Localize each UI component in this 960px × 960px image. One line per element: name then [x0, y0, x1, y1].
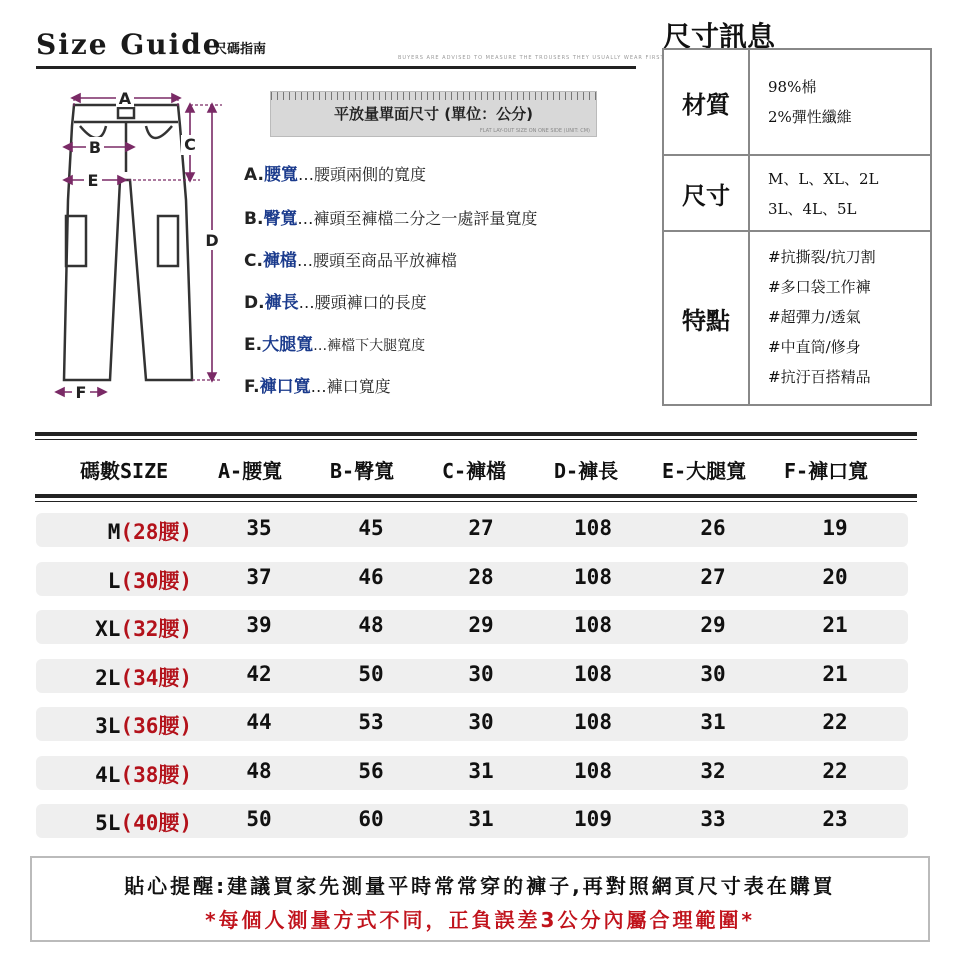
size-code: 2L: [95, 665, 121, 690]
info-value: #抗汙百搭精品: [768, 368, 871, 386]
size-code: M: [107, 520, 121, 544]
table-cell: 48: [246, 758, 272, 783]
info-row-features: [664, 232, 930, 404]
reminder-line-2: *每個人測量方式不同，正負誤差3公分內屬合理範圍*: [205, 908, 755, 932]
table-cell: 45: [358, 516, 384, 540]
reminder-line-1: 貼心提醒:建議買家先測量平時常常穿的褲子,再對照網頁尺寸表在購買: [124, 874, 836, 898]
table-cell: 31: [468, 758, 494, 783]
def-term: 大腿寬: [262, 335, 314, 355]
def-desc: …褲檔下大腿寬度: [313, 338, 426, 354]
table-cell: 27: [700, 564, 726, 589]
info-title: 尺寸訊息: [663, 20, 776, 53]
table-cell: 44: [246, 710, 272, 734]
table-cell: 32: [700, 758, 726, 783]
ruler-banner: [270, 91, 597, 137]
column-header-d: D-褲長: [554, 459, 619, 483]
measure-note: BUYERS ARE ADVISED TO MEASURE THE TROUSERS THEY USUALLY WEAR FIRST: [398, 55, 665, 61]
table-cell: 56: [358, 758, 384, 783]
label-f: F: [75, 383, 87, 402]
reminder-box: [30, 856, 930, 942]
size-label: [32, 516, 192, 546]
size-code: XL: [95, 617, 121, 641]
column-header-size: 碼數SIZE: [80, 459, 169, 483]
def-letter: B.: [244, 209, 264, 229]
info-row-material: [664, 50, 930, 156]
header-divider: [36, 66, 636, 69]
info-value: #超彈力/透氣: [768, 308, 861, 326]
def-letter: E.: [244, 335, 263, 355]
size-code: 5L: [95, 811, 121, 835]
waist-size: (34腰): [120, 665, 192, 690]
definition-e: [244, 330, 425, 355]
table-cell: 50: [246, 807, 272, 831]
table-cell: 30: [468, 710, 494, 734]
pants-diagram: [40, 80, 250, 410]
column-header-e: E-大腿寬: [662, 459, 747, 483]
info-label: 特點: [664, 232, 750, 404]
info-values: [768, 72, 852, 132]
size-guide-title: Size Guide: [36, 28, 223, 61]
def-desc: …腰頭褲口的長度: [298, 293, 427, 312]
table-cell: 21: [822, 613, 848, 637]
label-c: C: [184, 135, 196, 154]
table-cell: 33: [700, 807, 726, 831]
label-e: E: [87, 171, 99, 190]
table-cell: 27: [468, 516, 494, 540]
def-term: 腰寬: [263, 165, 298, 185]
size-label: [32, 613, 192, 643]
size-guide-subtitle: 尺碼指南: [214, 42, 267, 57]
table-cell: 31: [700, 710, 726, 734]
size-code: 3L: [95, 714, 121, 738]
table-cell: 21: [822, 661, 848, 686]
table-cell: 108: [574, 661, 612, 686]
table-cell: 23: [822, 807, 848, 831]
table-cell: 109: [574, 807, 612, 831]
info-row-sizes: [664, 156, 930, 232]
table-top-rule-thin: [35, 439, 917, 440]
def-desc: …褲頭至褲檔二分之一處評量寬度: [297, 209, 538, 228]
def-letter: A.: [244, 165, 264, 185]
table-header-rule-thin: [35, 501, 917, 502]
info-value: 98%棉: [768, 78, 817, 96]
definition-f: [244, 372, 391, 397]
column-header-a: A-腰寬: [218, 459, 283, 483]
info-values: [768, 242, 876, 392]
info-value: 3L、4L、5L: [768, 200, 857, 218]
table-cell: 26: [700, 516, 726, 540]
size-label: [32, 807, 192, 837]
info-value: #多口袋工作褲: [768, 278, 871, 296]
def-desc: …腰頭兩側的寬度: [297, 165, 426, 184]
waist-size: (28腰): [120, 520, 192, 544]
ruler-title: 平放量單面尺寸 (單位：公分): [334, 105, 533, 123]
waist-size: (30腰): [120, 568, 192, 593]
table-cell: 30: [468, 661, 494, 686]
table-top-rule: [35, 432, 917, 436]
size-label: [32, 662, 192, 692]
def-desc: …腰頭至商品平放褲檔: [296, 251, 457, 270]
table-cell: 108: [574, 613, 612, 637]
label-a: A: [118, 89, 132, 108]
info-table: [662, 48, 932, 406]
table-cell: 22: [822, 710, 848, 734]
table-cell: 48: [358, 613, 384, 637]
ruler-ticks: [271, 92, 596, 100]
table-cell: 20: [822, 564, 848, 589]
table-cell: 53: [358, 710, 384, 734]
label-b: B: [88, 138, 102, 157]
def-term: 褲檔: [262, 251, 297, 271]
column-header-c: C-褲檔: [442, 459, 507, 483]
table-cell: 22: [822, 758, 848, 783]
table-cell: 30: [700, 661, 726, 686]
def-term: 臀寬: [263, 209, 298, 229]
size-label: [32, 710, 192, 740]
definition-a: [244, 160, 426, 185]
definition-d: [244, 288, 427, 313]
column-header-f: F-褲口寬: [784, 459, 869, 483]
def-letter: F.: [244, 377, 260, 397]
info-values: [768, 164, 878, 224]
table-cell: 60: [358, 807, 384, 831]
table-cell: 50: [358, 661, 384, 686]
table-cell: 29: [468, 613, 494, 637]
info-label: 材質: [664, 50, 750, 154]
info-value: M、L、XL、2L: [768, 170, 879, 188]
def-letter: C.: [244, 251, 263, 271]
table-cell: 31: [468, 807, 494, 831]
table-cell: 28: [468, 564, 494, 589]
table-cell: 108: [574, 758, 612, 783]
size-code: 4L: [95, 762, 121, 787]
table-header-rule: [35, 494, 917, 498]
table-cell: 35: [246, 516, 272, 540]
def-term: 褲口寬: [259, 377, 311, 397]
table-cell: 108: [574, 710, 612, 734]
size-label: [32, 759, 192, 789]
table-cell: 108: [574, 564, 612, 589]
table-cell: 29: [700, 613, 726, 637]
info-value: #抗撕裂/抗刀割: [768, 248, 876, 266]
table-cell: 42: [246, 661, 272, 686]
table-cell: 108: [574, 516, 612, 540]
table-cell: 39: [246, 613, 272, 637]
table-cell: 19: [822, 516, 848, 540]
waist-size: (40腰): [120, 811, 192, 835]
def-term: 褲長: [264, 293, 299, 313]
info-value: #中直筒/修身: [768, 338, 861, 356]
table-cell: 46: [358, 564, 384, 589]
def-letter: D.: [244, 293, 265, 313]
def-desc: …褲口寬度: [310, 377, 391, 396]
info-value: 2%彈性纖維: [768, 108, 852, 126]
info-label: 尺寸: [664, 156, 750, 230]
waist-size: (36腰): [120, 714, 192, 738]
ruler-subtitle: FLAT LAY-OUT SIZE ON ONE SIDE (UNIT: CM): [479, 128, 590, 134]
waist-size: (32腰): [120, 617, 192, 641]
waist-size: (38腰): [120, 762, 192, 787]
size-label: [32, 565, 192, 595]
column-header-b: B-臀寬: [330, 459, 395, 483]
size-code: L: [107, 568, 121, 593]
definition-c: [244, 246, 457, 271]
label-d: D: [205, 231, 219, 250]
table-cell: 37: [246, 564, 272, 589]
definition-b: [244, 204, 537, 229]
